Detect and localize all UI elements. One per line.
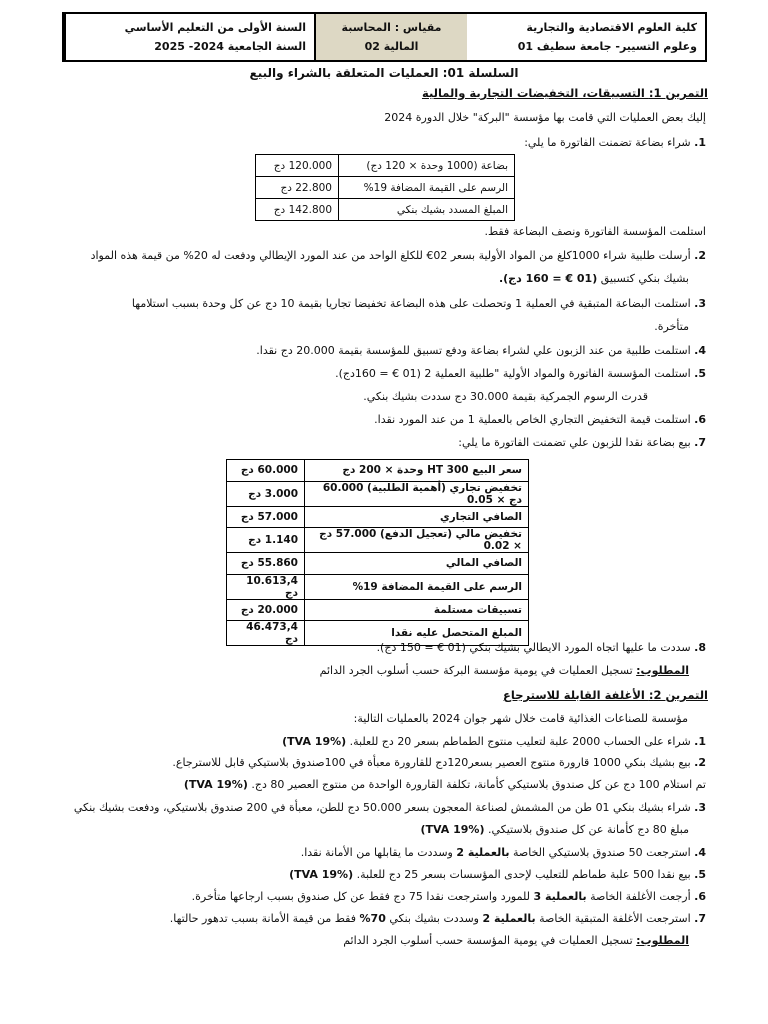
ex2-item-4-text-b: وسددت ما يقابلها من الأمانة نقدا. [300, 846, 457, 859]
ex2-item-7 [170, 912, 706, 926]
ex1-item-5-text: استلمت المؤسسة الفاتورة والمواد الأولية "طلبية العملية 2 (01 € = 160دج). [335, 367, 691, 380]
ex1-item-6 [374, 413, 706, 427]
ex1-item-3 [132, 297, 706, 311]
ex1-item-7 [458, 436, 706, 450]
ex1-item-2-rate: (01 € = 160 دج). [498, 272, 598, 285]
table-cell-label: تخفيض تجاري (أهمية الطلبية) 60.000 دج × 0.05 [305, 481, 529, 506]
table-row [227, 574, 529, 599]
table-cell-value: 142.800 دج [256, 199, 339, 221]
header-year [64, 14, 314, 60]
table-cell-value: 3.000 دج [227, 481, 305, 506]
header-course [314, 14, 467, 60]
table-row [256, 155, 515, 177]
ex2-item-6-number: 6. [694, 890, 706, 903]
ex2-item-4-ref: بالعملية 2 [456, 846, 510, 859]
table-cell-label: الرسم على القيمة المضافة 19% [305, 574, 529, 599]
ex2-item-1-text: شراء على الحساب 2000 علبة لتعليب منتوج الطماطم بسعر 20 دج للعلبة. [346, 735, 691, 748]
ex2-item-4-text-a: استرجعت 50 صندوق بلاستيكي الخاصة [509, 846, 691, 859]
ex2-item-5-tva: (TVA 19%) [289, 868, 354, 881]
ex2-item-3-text-b: مبلغ 80 دج كأمانة عن كل صندوق بلاستيكي. [484, 823, 689, 836]
table-row [227, 553, 529, 575]
ex2-item-1-number: 1. [694, 735, 706, 748]
header-faculty [467, 14, 705, 60]
ex2-item-3-cont [420, 823, 689, 837]
table-cell-label: تسبيقات مستلمة [305, 599, 529, 621]
ex2-item-4-number: 4. [694, 846, 706, 859]
ex1-item-8-text: سددت ما عليها اتجاه المورد الايطالي بشيك بنكي (01 € = 150 دج). [376, 641, 691, 654]
ex2-requirement-label: المطلوب: [636, 934, 689, 947]
exercise-2-intro: مؤسسة للصناعات الغذائية قامت خلال شهر جوان 2024 بالعمليات التالية: [353, 712, 688, 725]
exercise-2-heading [503, 688, 708, 702]
table-cell-label: تخفيض مالي (تعجيل الدفع) 57.000 دج × 0.02 [305, 528, 529, 553]
series-title: السلسلة 01: العمليات المتعلقة بالشراء والبيع [249, 66, 519, 80]
ex2-item-5-number: 5. [694, 868, 706, 881]
ex2-item-3-text: شراء بشيك بنكي 01 طن من المشمش لصناعة المعجون بسعر 50.000 دج للطن، معبأة في 200 صندوق بلاستيكي، ودفعت بشيك بنكي [73, 801, 691, 814]
ex2-item-2 [172, 756, 706, 770]
invoice-table-1 [255, 154, 515, 221]
table-row [227, 599, 529, 621]
ex2-item-3-number: 3. [694, 801, 706, 814]
ex1-item-2 [91, 249, 706, 263]
ex2-item-7-percent: 70% [359, 912, 386, 925]
exercise-1-intro: إليك بعض العمليات التي قامت بها مؤسسة "البركة" خلال الدورة 2024 [384, 111, 706, 124]
table-cell-value: 46.473,4 دج [227, 621, 305, 646]
ex1-item-7-text: بيع بضاعة نقدا للزبون علي تضمنت الفاتورة ما يلي: [458, 436, 691, 449]
header-faculty-line1: كلية العلوم الاقتصادية والتجارية [526, 21, 697, 34]
ex1-item-5 [335, 367, 706, 381]
ex1-item-1-text: شراء بضاعة تضمنت الفاتورة ما يلي: [524, 136, 691, 149]
ex1-item-3-number: 3. [694, 297, 706, 310]
ex2-item-1 [282, 735, 706, 749]
ex1-item-5-cont: قدرت الرسوم الجمركية بقيمة 30.000 دج سددت بشيك بنكي. [363, 390, 648, 403]
header-faculty-line2: وعلوم التسيير- جامعة سطيف 01 [517, 40, 697, 53]
ex1-item-3-cont: متأخرة. [654, 320, 689, 333]
ex2-item-7-text-a: استرجعت الأغلفة المتبقية الخاصة [535, 912, 691, 925]
ex1-item-4-number: 4. [694, 344, 706, 357]
table-cell-value: 120.000 دج [256, 155, 339, 177]
table-cell-label: بضاعة (1000 وحدة × 120 دج) [339, 155, 515, 177]
ex2-item-2-text-b: تم استلام 100 دج عن كل صندوق بلاستيكي كأمانة، تكلفة القارورة الواحدة من منتوج العصير 80 دج. [247, 778, 706, 791]
ex2-item-5-text: بيع نقدا 500 علبة طماطم للتعليب لإحدى المؤسسات بسعر 25 دج للعلبة. [353, 868, 691, 881]
ex1-item-5-number: 5. [694, 367, 706, 380]
header-box [62, 12, 707, 62]
exercise-2-label: التمرين 2: [648, 688, 708, 702]
table-cell-label: المبلغ المسدد بشيك بنكي [339, 199, 515, 221]
ex2-item-7-text-c: فقط من قيمة الأمانة بسبب تدهور حالتها. [169, 912, 360, 925]
ex1-item-2-cont [499, 272, 689, 286]
table-cell-label: الرسم على القيمة المضافة 19% [339, 177, 515, 199]
ex1-item-2-text-b: بشيك بنكي كتسبيق [597, 272, 689, 285]
header-year-line1: السنة الأولى من التعليم الأساسي [124, 21, 306, 34]
table-row [227, 460, 529, 482]
table-cell-value: 60.000 دج [227, 460, 305, 482]
ex2-item-3 [74, 801, 706, 815]
ex2-item-7-text-b: وسددت بشيك بنكي [385, 912, 483, 925]
table-cell-value: 10.613,4 دج [227, 574, 305, 599]
ex2-item-7-number: 7. [694, 912, 706, 925]
ex2-item-2-tva: (TVA 19%) [183, 778, 248, 791]
table-cell-label: الصافي التجاري [305, 506, 529, 528]
exercise-2-topic: الأغلفة القابلة للاسترجاع [503, 688, 649, 702]
table-cell-value: 20.000 دج [227, 599, 305, 621]
table-cell-label: سعر البيع HT 300 وحدة × 200 دج [305, 460, 529, 482]
table-row [227, 528, 529, 553]
table-row [227, 481, 529, 506]
ex1-item-6-text: استلمت قيمة التخفيض التجاري الخاص بالعملية 1 من عند المورد نقدا. [374, 413, 691, 426]
invoice-table-2 [226, 459, 529, 646]
ex2-item-2-cont [184, 778, 706, 792]
ex1-item-7-number: 7. [694, 436, 706, 449]
header-year-line2: السنة الجامعية 2024- 2025 [154, 40, 306, 53]
ex1-item-1-note: استلمت المؤسسة الفاتورة ونصف البضاعة فقط. [484, 225, 706, 238]
ex2-item-5 [289, 868, 706, 882]
ex2-requirement [343, 934, 689, 948]
ex1-item-1-number: 1. [694, 136, 706, 149]
ex2-item-2-number: 2. [694, 756, 706, 769]
ex2-item-1-tva: (TVA 19%) [282, 735, 347, 748]
ex2-item-2-text: بيع بشيك بنكي 1000 قارورة منتوج العصير بسعر120دج للقارورة معبأة في 100صندوق بلاستيكي قابل للاسترجاع. [172, 756, 691, 769]
ex2-item-6 [192, 890, 706, 904]
ex1-item-8-number: 8. [694, 641, 706, 654]
ex2-item-6-ref: بالعملية 3 [533, 890, 587, 903]
ex1-item-3-text: استلمت البضاعة المتبقية في العملية 1 وتحصلت على هذه البضاعة تخفيضا تجاريا بقيمة 10 دج عن كل وحدة بسبب استلامها [131, 297, 691, 310]
ex1-item-4 [256, 344, 706, 358]
ex1-item-6-number: 6. [694, 413, 706, 426]
ex2-item-4 [301, 846, 706, 860]
header-course-title: مقياس : المحاسبة المالية 02 [341, 21, 442, 53]
table-cell-label: الصافي المالي [305, 553, 529, 575]
table-cell-value: 22.800 دج [256, 177, 339, 199]
exercise-1-topic: التسبيقات، التخفيضات التجارية والمالية [421, 86, 649, 100]
ex1-requirement-text: تسجيل العمليات في يومية مؤسسة البركة حسب أسلوب الجرد الدائم [319, 664, 637, 677]
table-row [256, 177, 515, 199]
exercise-1-heading [422, 86, 708, 100]
ex1-requirement-label: المطلوب: [636, 664, 689, 677]
ex2-item-6-text-b: للمورد واسترجعت نقدا 75 دج فقط عن كل صندوق بسبب ارجاعها متأخرة. [191, 890, 534, 903]
ex1-item-1 [524, 136, 706, 150]
ex2-item-6-text-a: أرجعت الأغلفة الخاصة [586, 890, 691, 903]
ex2-item-7-ref: بالعملية 2 [482, 912, 536, 925]
ex1-item-8 [377, 641, 706, 655]
ex1-item-2-number: 2. [694, 249, 706, 262]
ex1-requirement [320, 664, 689, 678]
table-cell-value: 1.140 دج [227, 528, 305, 553]
table-row [227, 506, 529, 528]
ex1-item-2-text: أرسلت طلبية شراء 1000كلغ من المواد الأولية بسعر 02€ للكلغ الواحد من عند المورد الإيطالي ودفعت له 20% من قيمة هذه المواد [90, 249, 691, 262]
ex2-requirement-text: تسجيل العمليات في يومية المؤسسة حسب أسلوب الجرد الدائم [343, 934, 637, 947]
exercise-1-label: التمرين 1: [648, 86, 708, 100]
ex1-item-4-text: استلمت طلبية من عند الزبون علي لشراء بضاعة ودفع تسبيق للمؤسسة بقيمة 20.000 دج نقدا. [256, 344, 691, 357]
table-cell-value: 55.860 دج [227, 553, 305, 575]
table-row [256, 199, 515, 221]
table-cell-value: 57.000 دج [227, 506, 305, 528]
table-cell-label: المبلغ المتحصل عليه نقدا [305, 621, 529, 646]
ex2-item-3-tva: (TVA 19%) [420, 823, 485, 836]
